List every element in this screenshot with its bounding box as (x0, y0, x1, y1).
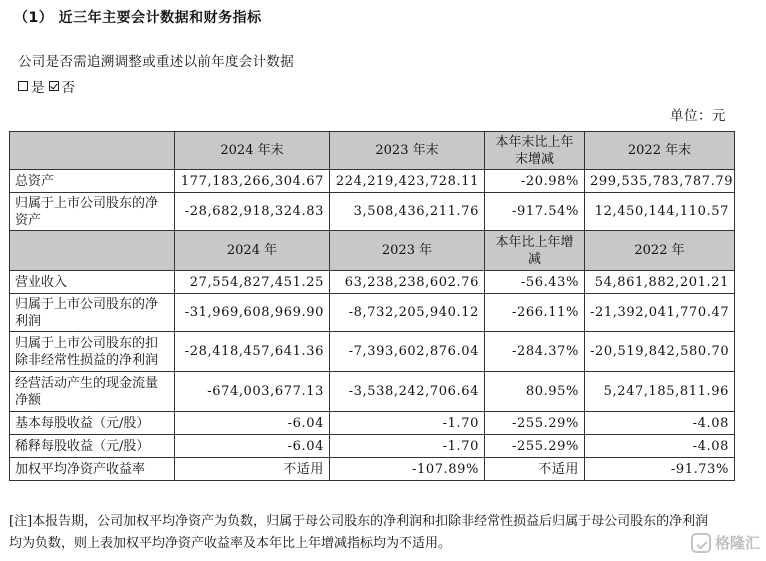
table-cell: -8,732,205,940.12 (330, 294, 485, 332)
checkbox-yes[interactable] (18, 81, 28, 91)
table-row (10, 332, 735, 372)
row-label: 加权平均净资产收益率 (10, 458, 175, 481)
header-cell: 2022 年末 (585, 132, 735, 170)
row-label: 经营活动产生的现金流量净额 (10, 372, 175, 412)
table-cell: 299,535,783,787.79 (585, 170, 735, 193)
header-cell: 本年比上年增减 (485, 231, 585, 271)
table-header-row (10, 132, 735, 170)
table-cell: -6.04 (175, 412, 330, 435)
table-cell: 5,247,185,811.96 (585, 372, 735, 412)
header-cell: 2022 年 (585, 231, 735, 271)
table-cell: -266.11% (485, 294, 585, 332)
table-header-row (10, 231, 735, 271)
table-cell: 177,183,266,304.67 (175, 170, 330, 193)
row-label: 营业收入 (10, 271, 175, 294)
table-cell: -31,969,608,969.90 (175, 294, 330, 332)
unit-label: 单位：元 (670, 108, 726, 124)
row-label: 总资产 (10, 170, 175, 193)
table-cell: 12,450,144,110.57 (585, 193, 735, 231)
table-cell: 不适用 (485, 458, 585, 481)
table-cell: -107.89% (330, 458, 485, 481)
table-cell: -6.04 (175, 435, 330, 458)
row-label: 归属于上市公司股东的净利润 (10, 294, 175, 332)
header-cell: 2023 年 (330, 231, 485, 271)
table-cell: 3,508,436,211.76 (330, 193, 485, 231)
table-row (10, 193, 735, 231)
table-row (10, 412, 735, 435)
table-cell: -284.37% (485, 332, 585, 372)
header-cell (10, 231, 175, 271)
table-cell: -1.70 (330, 435, 485, 458)
table-cell: -91.73% (585, 458, 735, 481)
table-cell: -20,519,842,580.70 (585, 332, 735, 372)
financial-data-table (9, 131, 735, 481)
table-row (10, 435, 735, 458)
option-no[interactable] (49, 76, 76, 96)
header-cell (10, 132, 175, 170)
section-heading: （1） 近三年主要会计数据和财务指标 (14, 10, 262, 26)
table-cell: 不适用 (175, 458, 330, 481)
table-cell: -7,393,602,876.04 (330, 332, 485, 372)
watermark-text: 格隆汇 (714, 534, 760, 552)
table-cell: 224,219,423,728.11 (330, 170, 485, 193)
table-cell: -28,682,918,324.83 (175, 193, 330, 231)
watermark (691, 532, 760, 553)
table-cell: -255.29% (485, 412, 585, 435)
table-cell: 63,238,238,602.76 (330, 271, 485, 294)
table-row (10, 294, 735, 332)
table-cell: -674,003,677.13 (175, 372, 330, 412)
table-row (10, 458, 735, 481)
check-logo-icon (691, 533, 711, 553)
restatement-options (18, 76, 79, 96)
option-no-label: 否 (61, 80, 75, 96)
checkbox-no[interactable] (49, 81, 59, 91)
table-cell: -20.98% (485, 170, 585, 193)
table-row (10, 271, 735, 294)
option-yes[interactable] (18, 76, 45, 96)
header-cell: 2023 年末 (330, 132, 485, 170)
restatement-question: 公司是否需追溯调整或重述以前年度会计数据 (18, 54, 294, 70)
row-label: 归属于上市公司股东的扣除非经常性损益的净利润 (10, 332, 175, 372)
table-cell: -28,418,457,641.36 (175, 332, 330, 372)
table-cell: -21,392,041,770.47 (585, 294, 735, 332)
table-cell: -255.29% (485, 435, 585, 458)
row-label: 稀释每股收益（元/股） (10, 435, 175, 458)
table-row (10, 372, 735, 412)
header-cell: 2024 年 (175, 231, 330, 271)
table-cell: 54,861,882,201.21 (585, 271, 735, 294)
table-cell: 80.95% (485, 372, 585, 412)
table-cell: -4.08 (585, 435, 735, 458)
row-label: 归属于上市公司股东的净资产 (10, 193, 175, 231)
table-row (10, 170, 735, 193)
table-cell: -56.43% (485, 271, 585, 294)
table-cell: -3,538,242,706.64 (330, 372, 485, 412)
header-cell: 2024 年末 (175, 132, 330, 170)
row-label: 基本每股收益（元/股） (10, 412, 175, 435)
option-yes-label: 是 (31, 80, 45, 96)
footnote: [注]本报告期，公司加权平均净资产为负数，归属于母公司股东的净利润和扣除非经常性损益后归属于母公司股东的净利润均为负数，则上表加权平均净资产收益率及本年比上年增减指标均为不适用。 (9, 514, 709, 551)
table-cell: -917.54% (485, 193, 585, 231)
table-cell: 27,554,827,451.25 (175, 271, 330, 294)
table-cell: -1.70 (330, 412, 485, 435)
header-cell: 本年末比上年末增减 (485, 132, 585, 170)
table-cell: -4.08 (585, 412, 735, 435)
